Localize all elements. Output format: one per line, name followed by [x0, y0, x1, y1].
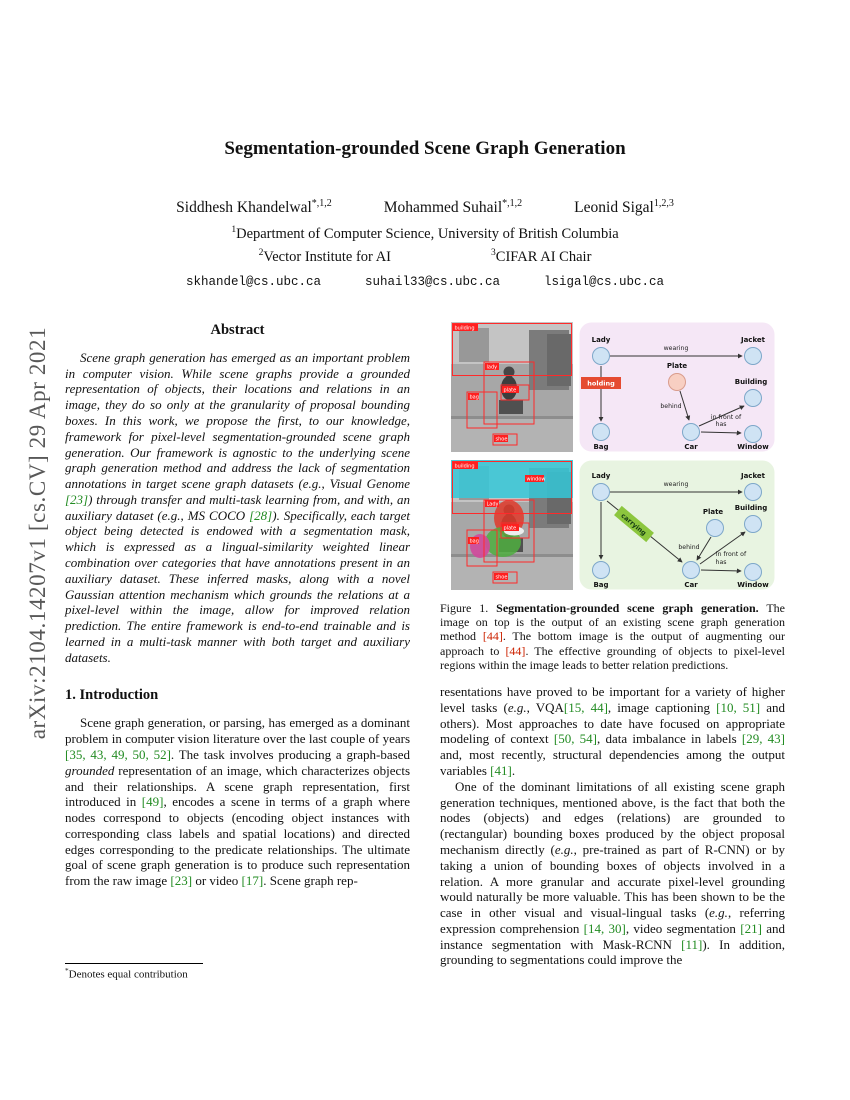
tag-building [453, 324, 478, 331]
tag-plate [502, 524, 519, 531]
text-segment: e.g. [507, 699, 527, 715]
svg-text:Car: Car [683, 442, 698, 451]
figure-1-top-row [451, 322, 775, 452]
svg-text:Lady: Lady [591, 471, 610, 480]
author-2 [384, 198, 522, 217]
edge-label-behind: behind [659, 402, 682, 410]
author-list [0, 198, 850, 217]
svg-text:Building: Building [734, 377, 767, 386]
text-segment: * [65, 967, 69, 975]
tag-shoe [494, 435, 508, 442]
svg-text:bag: bag [469, 538, 479, 545]
author-3-sup: 1,2,3 [653, 198, 674, 209]
svg-text:building: building [454, 463, 475, 470]
text-segment: and others). Most approaches to date have focused on appropriate modeling of context [440, 699, 785, 747]
text-segment: CIFAR AI Chair [495, 248, 592, 265]
figure-1 [440, 322, 785, 672]
col2-paragraph-2 [440, 779, 785, 968]
affiliation-cifar [491, 247, 591, 266]
tag-window [525, 475, 545, 482]
citation-link[interactable]: [11] [681, 936, 703, 952]
affiliation-line-2 [0, 247, 850, 266]
photo-bottom [451, 460, 573, 590]
tag-plate [502, 386, 519, 393]
svg-text:Car: Car [683, 580, 698, 589]
graph-node-building [744, 389, 761, 406]
section-heading-introduction: 1. Introduction [65, 687, 159, 704]
photo-top [451, 322, 573, 452]
left-column [65, 322, 410, 968]
graph-node-window [744, 563, 761, 580]
graph-node-lady [592, 483, 609, 500]
text-segment: and, most recently, structural dependencies among the output variables [440, 747, 785, 779]
text-segment: , image captioning [607, 699, 717, 715]
right-column [440, 322, 785, 968]
author-2-sup: *,1,2 [502, 198, 523, 209]
edge-label-in-front-of: in front of [715, 550, 746, 558]
text-segment: Vector Institute for AI [263, 248, 392, 265]
text-segment: Scene graph generation has emerged as an important problem in computer vision. While scene graphs provide a grounded representation of objects, their locations and relations in an image, they do so only at the granularity of proposal bounding boxes. In this work, we propose the first, to our knowledge, framework for pixel-level segmentation-grounded scene graph generation. Our framework is agnostic to the underlying scene graph generation method and address the lack of segmentation annotations in target scene graph datasets (e.g., Visual Genome [65, 349, 410, 492]
svg-text:carrying: carrying [618, 511, 648, 538]
email-link-1[interactable]: skhandel@cs.ubc.ca [185, 274, 321, 289]
svg-text:plate: plate [503, 525, 516, 532]
affiliation-line-1 [0, 224, 850, 243]
scene-graph-bottom [579, 460, 775, 590]
text-segment: ). Specifically, each target object being detected is endowed with a segmentation mask, which is expressed as a lingual-similarity weighted linear combination over categories that have annotations present in an auxiliary dataset. These inferred masks, along with a novel Gaussian attention mechanism which grounds the relations at a pixel-level within the image, allow for improved relation prediction. The entire framework is end-to-end trainable and is learned in a multi-task manner with both target and auxiliary datasets. [65, 507, 410, 665]
text-segment: Scene graph generation, or parsing, has emerged as a dominant problem in computer vision literature over the last couple of years [65, 715, 410, 747]
svg-text:building: building [454, 325, 475, 332]
citation-link[interactable]: [23] [65, 491, 89, 507]
graph-node-plate [668, 373, 685, 390]
graph-node-bag [592, 423, 609, 440]
graph-node-jacket [744, 483, 761, 500]
svg-text:Jacket: Jacket [740, 471, 765, 480]
text-segment: , VQA [526, 699, 564, 715]
email-link-2[interactable]: suhail33@cs.ubc.ca [364, 274, 501, 289]
paper-title: Segmentation-grounded Scene Graph Generation [224, 138, 626, 159]
text-segment: Figure 1. [440, 600, 497, 615]
text-segment: representation of an image, which characterizes objects and their relationships. A scene graph representation, first introduced in [65, 762, 410, 810]
text-segment: . Scene graph rep- [263, 873, 358, 889]
two-column-body [0, 322, 850, 968]
citation-link[interactable]: [14, 30] [583, 920, 626, 936]
graph-node-jacket [744, 347, 761, 364]
footnote-rule [65, 963, 203, 964]
tag-bag [468, 393, 479, 400]
svg-text:shoe: shoe [495, 436, 507, 443]
abstract-text [65, 350, 410, 666]
text-segment: . The effective grounding of objects to pixel-level regions within the image leads to better relation predictions. [440, 643, 785, 672]
citation-link[interactable]: [50, 54] [553, 731, 597, 747]
paper-header [0, 0, 850, 289]
footnote-text [65, 967, 410, 981]
figure-1-panels [440, 322, 785, 590]
citation-link[interactable]: [17] [241, 873, 264, 889]
text-segment: , encodes a scene in terms of a graph where nodes correspond to objects (encoding object instances with corresponding class labels and spatial locations) and directed edges corresponding to the predicate relationships. The ultimate goal of scene graph generation is to produce such representation from the raw image [65, 794, 410, 889]
tag-shoe [494, 573, 508, 580]
graph-node-bag [592, 561, 609, 578]
edge-label-in-front-of: in front of [710, 413, 741, 421]
edge-label-behind: behind [677, 543, 700, 551]
text-segment: Denotes equal contribution [68, 968, 188, 981]
svg-text:Lady: Lady [486, 501, 498, 508]
text-segment: , video segmentation [625, 920, 741, 936]
text-segment: One of the dominant limitations of all existing scene graph generation techniques, mentioned above, is the fact that both the nodes (objects) and edges (relations) are grounded to (rectangular) bounding boxes produced by the object proposal mechanism directly ( [440, 778, 785, 857]
author-3 [574, 198, 674, 217]
citation-link[interactable]: [15, 44] [563, 699, 608, 715]
tag-lady [485, 500, 499, 507]
citation-link[interactable]: [44] [505, 643, 526, 658]
svg-text:Lady: Lady [591, 335, 610, 344]
figure-1-bottom-row [451, 460, 775, 590]
graph-node-car [682, 423, 699, 440]
email-row [0, 275, 850, 289]
text-segment: or video [192, 873, 242, 889]
citation-link[interactable]: [41] [490, 763, 512, 779]
text-segment: , pre-trained as part of R-CNN) or by taking a union of bounding boxes of objects involved in a relation. A more granular and accurate pixel-level grounding would naturally be more valuable. This has been shown to be the case in other visual and visual-lingual tasks ( [440, 841, 785, 921]
text-segment: 2 [258, 246, 264, 258]
citation-link[interactable]: [44] [482, 629, 503, 644]
citation-link[interactable]: [21] [740, 920, 762, 936]
svg-text:lady: lady [486, 364, 497, 371]
text-segment: . The bottom image is the output of augmenting our approach to [440, 629, 785, 658]
svg-text:Plate: Plate [666, 361, 687, 370]
edge-label-holding-highlight [581, 377, 621, 389]
author-2-name: Mohammed Suhail [383, 199, 503, 217]
graph-node-building [744, 515, 761, 532]
text-segment: 3 [491, 246, 496, 258]
intro-paragraph-1 [65, 715, 410, 889]
email-link-3[interactable]: lsigal@cs.ubc.ca [544, 274, 665, 289]
tag-lady [485, 363, 499, 370]
citation-link[interactable]: [29, 43] [741, 731, 785, 747]
citation-link[interactable]: [28] [249, 507, 273, 523]
scene-graph-top [579, 322, 775, 452]
text-segment: . [511, 763, 516, 779]
citation-link[interactable]: [23] [170, 873, 193, 889]
arxiv-banner: arXiv:2104.14207v1 [cs.CV] 29 Apr 2021 [25, 326, 50, 740]
graph-node-plate [706, 519, 723, 536]
svg-text:holding: holding [586, 379, 615, 388]
text-segment: ). In addition, grounding to segmentations could improve the [440, 936, 786, 968]
text-segment: resentations have proved to be important for a variety of higher level tasks ( [440, 684, 785, 715]
footnote-block [65, 963, 410, 981]
citation-link[interactable]: [49] [141, 794, 164, 810]
abstract-heading: Abstract [210, 321, 265, 338]
text-segment: , data imbalance in labels [597, 731, 742, 747]
text-segment: e.g. [554, 841, 574, 857]
graph-node-car [682, 561, 699, 578]
graph-node-lady [592, 347, 609, 364]
author-1-name: Siddhesh Khandelwal [176, 199, 312, 217]
edge-label-wearing: wearing [663, 480, 688, 488]
col2-paragraph-1 [440, 684, 785, 779]
text-segment: , referring expression comprehension [440, 905, 785, 936]
figure-1-caption [440, 601, 785, 672]
author-1-sup: *,1,2 [311, 198, 332, 209]
citation-link[interactable]: [10, 51] [716, 699, 761, 715]
svg-text:Window: Window [736, 442, 769, 451]
text-segment: . The task involves producing a graph-based [170, 747, 410, 762]
text-segment: 1 [231, 224, 237, 236]
tag-bag [468, 537, 479, 544]
text-segment: e.g. [709, 905, 728, 921]
author-3-name: Leonid Sigal [574, 199, 654, 217]
edge-label-has: has [715, 558, 726, 566]
svg-text:Plate: Plate [702, 507, 723, 516]
tag-building [453, 462, 478, 469]
affiliation-vector [259, 247, 391, 266]
text-segment: Department of Computer Science, University of British Columbia [236, 225, 619, 242]
svg-text:plate: plate [503, 387, 516, 394]
svg-text:shoe: shoe [495, 574, 507, 581]
svg-text:window: window [526, 476, 545, 483]
text-segment: The image on top is the output of an existing scene graph generation method [440, 600, 785, 644]
citation-link[interactable]: [35, 43, 49, 50, 52] [65, 747, 171, 762]
svg-text:Bag: Bag [592, 580, 609, 589]
svg-text:Building: Building [734, 503, 767, 512]
svg-text:Jacket: Jacket [740, 335, 765, 344]
edge-label-has: has [715, 420, 726, 428]
text-segment: Segmentation-grounded scene graph generation. [496, 600, 759, 615]
text-segment: and instance segmentation with Mask-RCNN [440, 920, 785, 952]
graph-node-window [744, 425, 761, 442]
svg-text:bag: bag [469, 394, 479, 401]
edge-label-wearing: wearing [663, 344, 688, 352]
svg-text:Window: Window [736, 580, 769, 589]
author-1 [176, 198, 332, 217]
svg-text:Bag: Bag [592, 442, 609, 451]
text-segment: ) through transfer and multi-task learning from, and with, an auxiliary dataset (e.g., MS COCO [65, 491, 410, 523]
text-segment: grounded [65, 762, 115, 778]
